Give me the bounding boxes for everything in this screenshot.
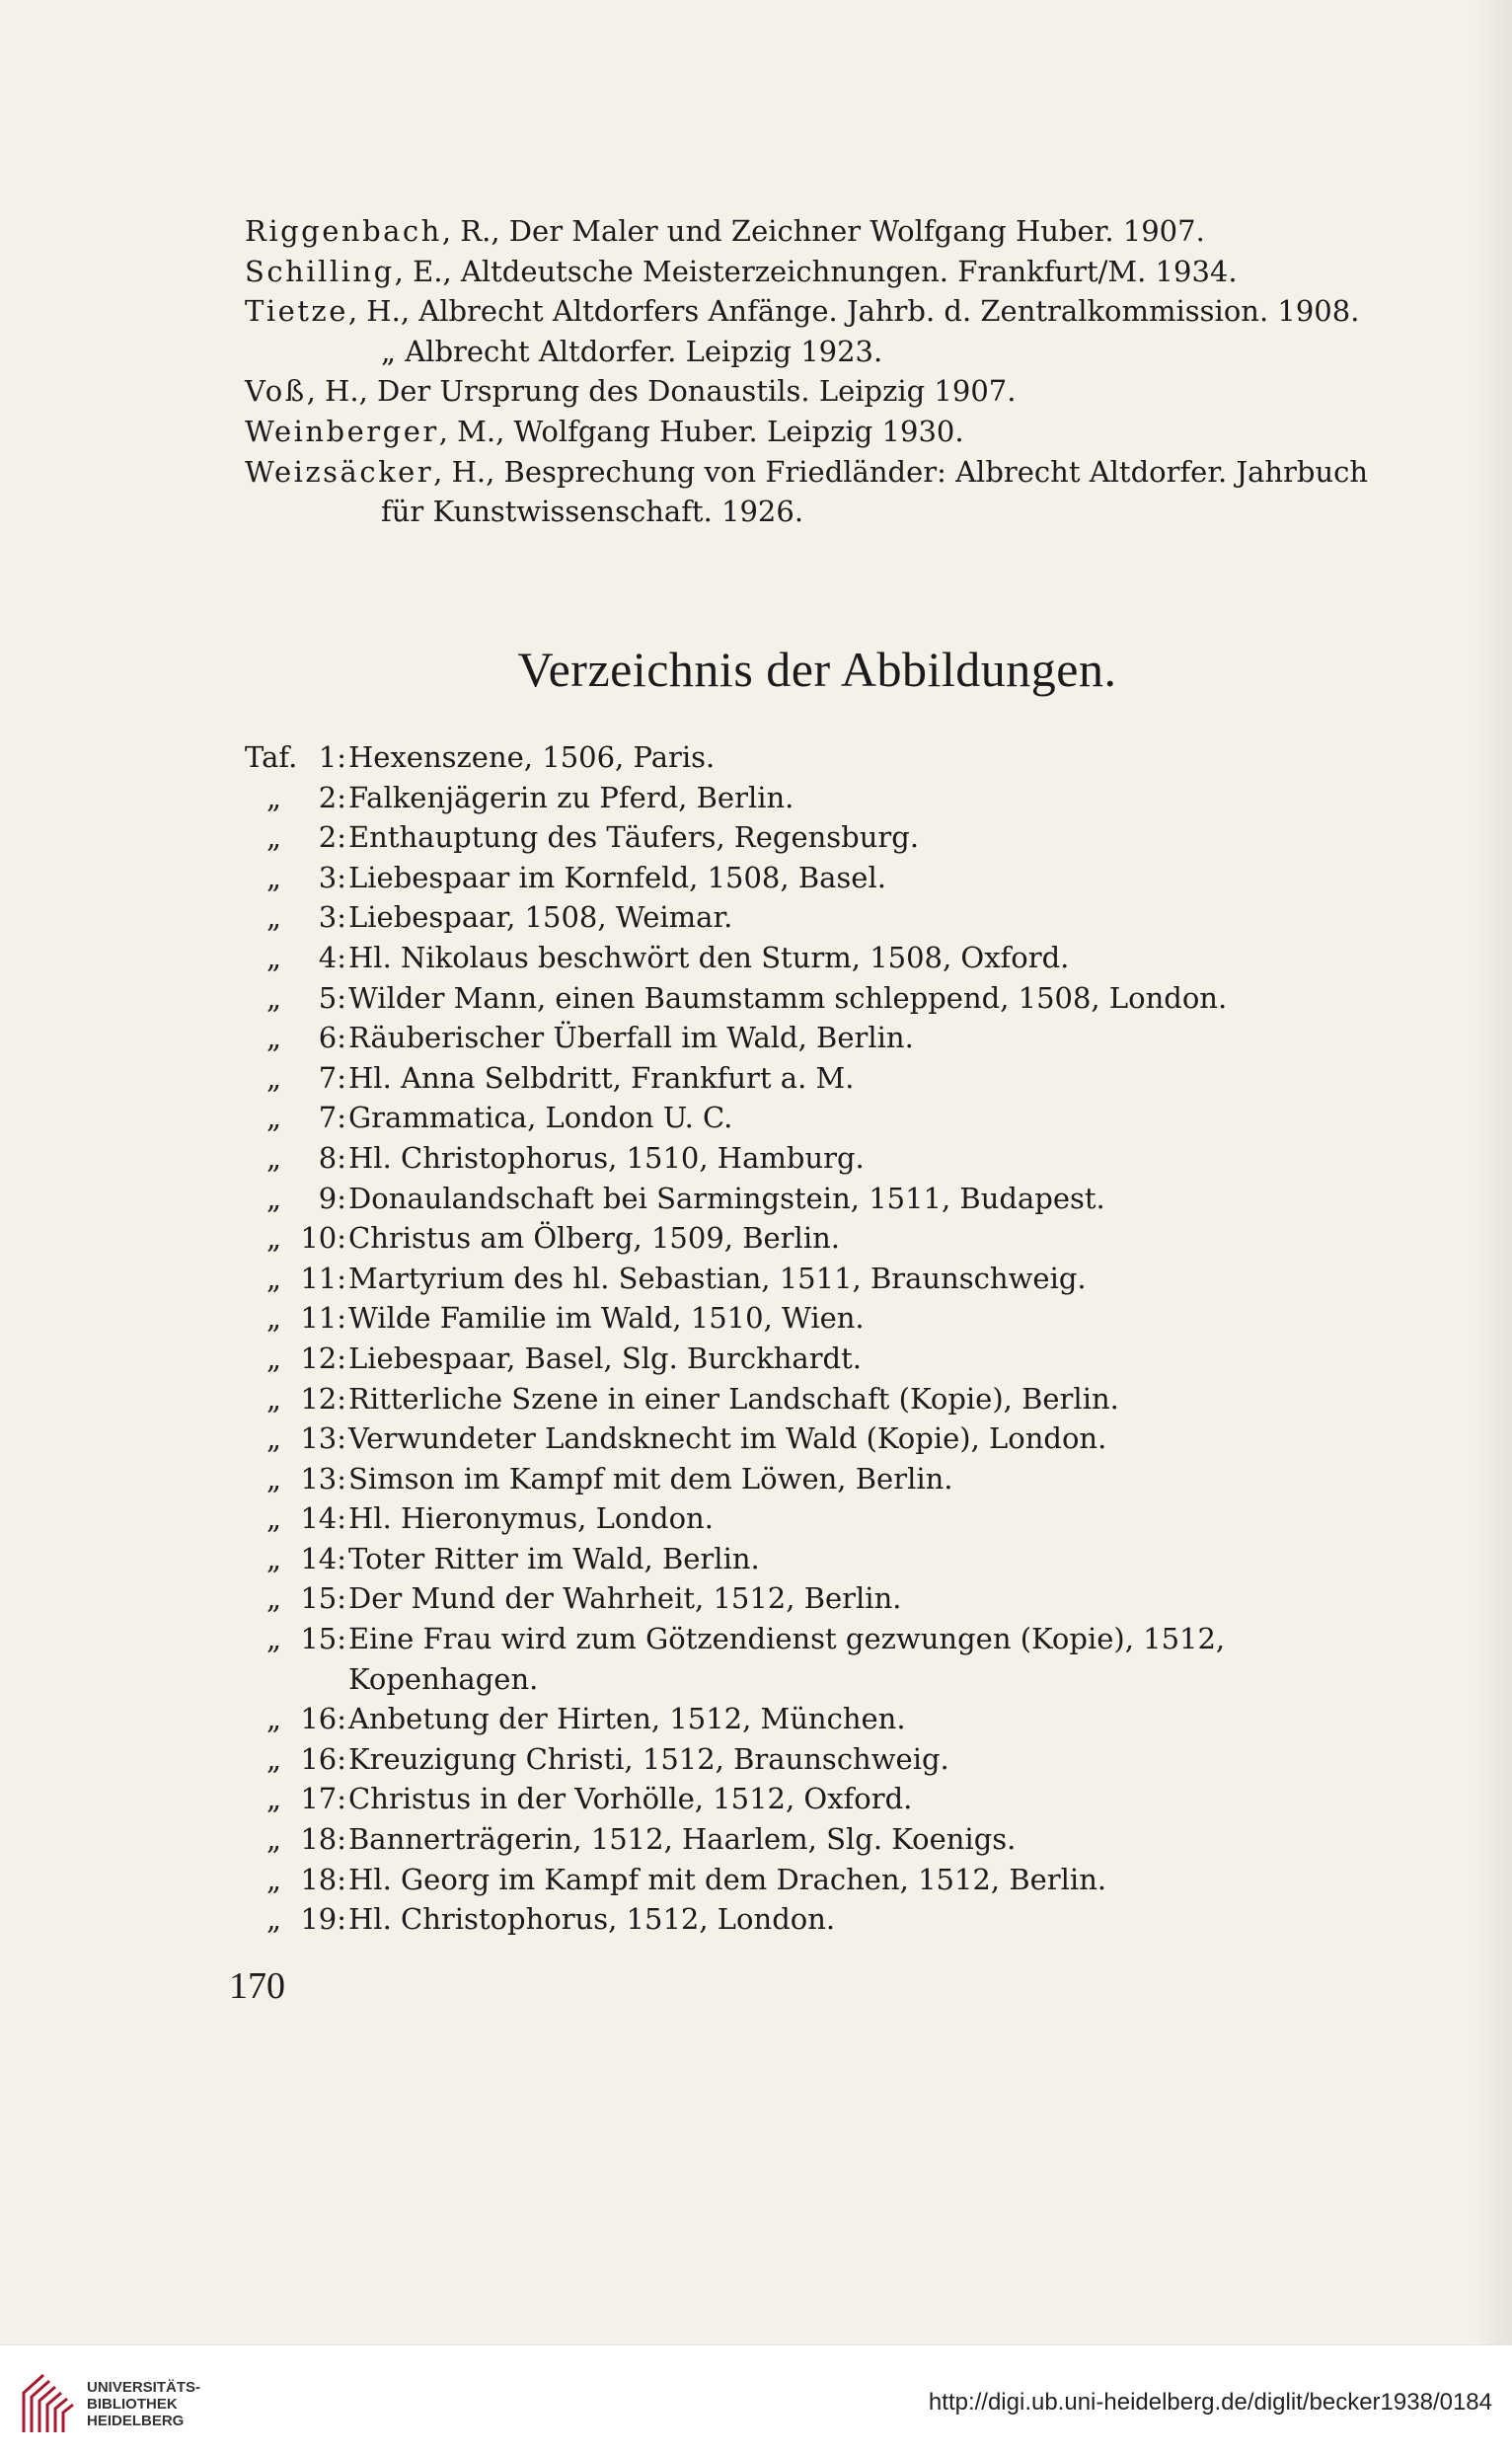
- figure-entry: [245, 1899, 1390, 1940]
- figure-prefix: „: [266, 1181, 282, 1215]
- figure-entry: [245, 1058, 1390, 1099]
- bibliography-author: Tietze: [245, 294, 348, 329]
- figure-list: [245, 737, 1390, 1940]
- figure-entry: [245, 1779, 1390, 1819]
- figure-plate-number: 12:: [300, 1341, 346, 1375]
- figure-plate-label: [245, 1298, 348, 1339]
- figure-plate-number: 17:: [300, 1782, 346, 1816]
- figure-plate-label: [245, 778, 348, 818]
- figure-plate-number: 16:: [300, 1741, 346, 1776]
- figure-entry: [245, 1739, 1390, 1780]
- bibliography-text: , H., Besprechung von Friedländer: Albrecht Altdorfer. Jahrbuch für Kunstwissenschaft. 1926.: [381, 454, 1369, 529]
- figure-plate-label: [245, 1498, 348, 1539]
- figure-entry: [245, 1459, 1390, 1499]
- bibliography-entry: [245, 371, 1390, 412]
- bibliography-text: , E., Altdeutsche Meisterzeichnungen. Frankfurt/M. 1934.: [394, 254, 1238, 288]
- figure-entry: [245, 1699, 1390, 1739]
- figure-plate-number: 7:: [318, 1060, 346, 1095]
- bibliography-entry: [245, 211, 1390, 252]
- figure-plate-number: 15:: [300, 1622, 346, 1656]
- figure-title: Hexenszene, 1506, Paris.: [348, 740, 716, 774]
- figure-prefix: „: [266, 860, 282, 894]
- figure-prefix: „: [266, 1060, 282, 1095]
- figure-title: Liebespaar, 1508, Weimar.: [348, 900, 733, 935]
- figure-plate-label: [245, 1018, 348, 1058]
- bibliography-author: Schilling: [245, 254, 395, 288]
- figure-plate-number: 11:: [300, 1261, 346, 1295]
- bibliography-author: Voß: [245, 374, 307, 409]
- figure-plate-label: [245, 1379, 348, 1419]
- bibliography-entry: [245, 291, 1390, 332]
- figure-plate-label: [245, 1779, 348, 1819]
- figure-prefix: „: [266, 940, 282, 974]
- figure-prefix: „: [266, 980, 282, 1015]
- figure-prefix: „: [266, 1862, 282, 1896]
- library-name-line: BIBLIOTHEK: [87, 2396, 178, 2413]
- figure-title: Toter Ritter im Wald, Berlin.: [348, 1541, 760, 1575]
- figure-plate-number: 18:: [300, 1862, 346, 1896]
- figure-prefix: „: [266, 1741, 282, 1776]
- figure-entry: [245, 737, 1390, 778]
- figure-entry: [245, 1379, 1390, 1419]
- figure-plate-label: [245, 978, 348, 1019]
- figure-plate-number: 5:: [318, 980, 346, 1015]
- figure-plate-label: [245, 1619, 348, 1699]
- figure-entry: [245, 1218, 1390, 1259]
- figure-plate-label: [245, 1899, 348, 1940]
- figure-entry: [245, 1259, 1390, 1299]
- figure-plate-label: [245, 1218, 348, 1259]
- figure-plate-label: [245, 1259, 348, 1299]
- figure-title: Verwundeter Landsknecht im Wald (Kopie), London.: [348, 1421, 1107, 1456]
- figure-plate-label: [245, 1098, 348, 1138]
- figure-plate-label: [245, 858, 348, 898]
- figure-plate-number: 2:: [318, 820, 346, 855]
- figure-prefix: „: [266, 1381, 282, 1416]
- figure-title: Martyrium des hl. Sebastian, 1511, Braunschweig.: [348, 1261, 1087, 1295]
- figure-plate-number: 4:: [318, 940, 346, 974]
- figure-entry: [245, 938, 1390, 978]
- figure-title: Christus in der Vorhölle, 1512, Oxford.: [348, 1782, 913, 1816]
- figure-plate-label: [245, 1578, 348, 1619]
- figure-plate-label: [245, 1419, 348, 1459]
- figure-plate-number: 9:: [318, 1181, 346, 1215]
- figure-prefix: „: [266, 820, 282, 855]
- bibliography-list: [245, 211, 1390, 532]
- figure-plate-number: 18:: [300, 1822, 346, 1857]
- digitization-footer: [0, 2344, 1512, 2454]
- figure-plate-number: 3:: [318, 900, 346, 935]
- figure-plate-number: 12:: [300, 1381, 346, 1416]
- figure-title: Räuberischer Überfall im Wald, Berlin.: [348, 1021, 914, 1055]
- bibliography-author: Riggenbach: [245, 214, 442, 248]
- figure-title: Hl. Christophorus, 1510, Hamburg.: [348, 1140, 865, 1175]
- bibliography-text: , H., Albrecht Altdorfers Anfänge. Jahrb. d. Zentralkommission. 1908.: [347, 294, 1360, 329]
- figure-title: Anbetung der Hirten, 1512, München.: [348, 1702, 906, 1736]
- bibliography-author: Weinberger: [245, 414, 439, 448]
- figure-entry: [245, 1498, 1390, 1539]
- figure-title: Hl. Christophorus, 1512, London.: [348, 1902, 836, 1937]
- ub-heidelberg-logo-icon: [14, 2367, 79, 2438]
- figure-prefix: „: [266, 1140, 282, 1175]
- figure-plate-label: [245, 897, 348, 938]
- bibliography-entry: [245, 452, 1390, 532]
- figure-title: Wilde Familie im Wald, 1510, Wien.: [348, 1301, 865, 1336]
- figure-entry: [245, 1179, 1390, 1219]
- figure-title: Donaulandschaft bei Sarmingstein, 1511, Budapest.: [348, 1181, 1105, 1215]
- figure-entry: [245, 1098, 1390, 1138]
- library-name: [87, 2379, 200, 2429]
- figure-prefix: „: [266, 1702, 282, 1736]
- figure-prefix: „: [266, 1622, 282, 1656]
- figure-prefix: „: [266, 1341, 282, 1375]
- figure-prefix: „: [266, 1301, 282, 1336]
- figure-title: Hl. Nikolaus beschwört den Sturm, 1508, Oxford.: [348, 940, 1070, 974]
- figure-plate-number: 10:: [300, 1221, 346, 1256]
- figure-plate-number: 13:: [300, 1421, 346, 1456]
- figure-plate-number: 3:: [318, 860, 346, 894]
- figure-plate-label: [245, 1819, 348, 1860]
- bibliography-entry-continuation: [245, 332, 1390, 372]
- figure-entry: [245, 1298, 1390, 1339]
- figure-title: Wilder Mann, einen Baumstamm schleppend, 1508, London.: [348, 980, 1228, 1015]
- figure-prefix: „: [266, 1221, 282, 1256]
- figure-entry: [245, 1578, 1390, 1619]
- figure-title: Ritterliche Szene in einer Landschaft (Kopie), Berlin.: [348, 1381, 1119, 1416]
- figure-plate-label: [245, 817, 348, 858]
- figure-title: Hl. Georg im Kampf mit dem Drachen, 1512, Berlin.: [348, 1862, 1107, 1896]
- figure-plate-number: 14:: [300, 1501, 346, 1536]
- page-number: 170: [229, 1965, 285, 2007]
- figure-plate-label: [245, 1138, 348, 1179]
- figure-plate-number: 15:: [300, 1581, 346, 1616]
- figure-plate-number: 19:: [300, 1902, 346, 1937]
- source-url-link[interactable]: http://digi.ub.uni-heidelberg.de/diglit/becker1938/0184: [928, 2389, 1492, 2416]
- figure-entry: [245, 817, 1390, 858]
- figure-prefix: „: [266, 1822, 282, 1857]
- figure-prefix: „: [266, 1421, 282, 1456]
- figure-prefix: „: [266, 1101, 282, 1135]
- figure-plate-label: [245, 1860, 348, 1900]
- figure-prefix: „: [266, 780, 282, 814]
- figure-entry: [245, 1419, 1390, 1459]
- figure-prefix: „: [266, 1461, 282, 1495]
- figure-entry: [245, 1539, 1390, 1579]
- bibliography-text: , H., Der Ursprung des Donaustils. Leipzig 1907.: [306, 374, 1017, 409]
- section-title: Verzeichnis der Abbildungen.: [517, 642, 1117, 697]
- bibliography-text: , M., Wolfgang Huber. Leipzig 1930.: [438, 414, 964, 448]
- figure-plate-label: [245, 938, 348, 978]
- figure-title: Liebespaar, Basel, Slg. Burckhardt.: [348, 1341, 862, 1375]
- figure-plate-label: [245, 1539, 348, 1579]
- figure-title: Eine Frau wird zum Götzendienst gezwungen (Kopie), 1512, Kopenhagen.: [348, 1622, 1226, 1696]
- figure-prefix: „: [266, 1021, 282, 1055]
- figure-plate-number: 7:: [318, 1101, 346, 1135]
- figure-title: Liebespaar im Kornfeld, 1508, Basel.: [348, 860, 886, 894]
- figure-plate-label: [245, 1739, 348, 1780]
- figure-entry: [245, 978, 1390, 1019]
- figure-prefix: „: [266, 1261, 282, 1295]
- figure-entry: [245, 1018, 1390, 1058]
- figure-entry: [245, 1138, 1390, 1179]
- figure-title: Hl. Hieronymus, London.: [348, 1501, 714, 1536]
- bibliography-text: „ Albrecht Altdorfer. Leipzig 1923.: [381, 334, 883, 368]
- figure-plate-number: 13:: [300, 1461, 346, 1495]
- figure-prefix: „: [266, 900, 282, 935]
- library-name-line: UNIVERSITÄTS-: [87, 2379, 201, 2396]
- figure-title: Enthauptung des Täufers, Regensburg.: [348, 820, 920, 855]
- figure-entry: [245, 1339, 1390, 1379]
- figure-prefix: „: [266, 1581, 282, 1616]
- figure-plate-number: 8:: [318, 1140, 346, 1175]
- figure-prefix: „: [266, 1782, 282, 1816]
- figure-prefix: Taf.: [245, 740, 298, 774]
- figure-entry: [245, 778, 1390, 818]
- figure-plate-label: [245, 1459, 348, 1499]
- figure-prefix: „: [266, 1902, 282, 1937]
- figure-plate-label: [245, 1339, 348, 1379]
- figure-entry: [245, 1819, 1390, 1860]
- figure-plate-number: 2:: [318, 780, 346, 814]
- figure-plate-label: [245, 1179, 348, 1219]
- figure-plate-number: 11:: [300, 1301, 346, 1336]
- bibliography-text: , R., Der Maler und Zeichner Wolfgang Huber. 1907.: [441, 214, 1205, 248]
- figure-entry: [245, 1619, 1390, 1699]
- figure-title: Falkenjägerin zu Pferd, Berlin.: [348, 780, 794, 814]
- figure-plate-number: 6:: [318, 1021, 346, 1055]
- figure-prefix: „: [266, 1541, 282, 1575]
- figure-plate-number: 16:: [300, 1702, 346, 1736]
- figure-entry: [245, 858, 1390, 898]
- figure-plate-number: 14:: [300, 1541, 346, 1575]
- bibliography-entry: [245, 252, 1390, 292]
- bibliography-entry: [245, 412, 1390, 452]
- figure-plate-label: [245, 1058, 348, 1099]
- figure-title: Der Mund der Wahrheit, 1512, Berlin.: [348, 1581, 902, 1616]
- figure-title: Simson im Kampf mit dem Löwen, Berlin.: [348, 1461, 953, 1495]
- figure-title: Grammatica, London U. C.: [348, 1101, 733, 1135]
- figure-entry: [245, 897, 1390, 938]
- figure-title: Kreuzigung Christi, 1512, Braunschweig.: [348, 1741, 949, 1776]
- library-name-line: HEIDELBERG: [87, 2413, 185, 2429]
- figure-entry: [245, 1860, 1390, 1900]
- figure-plate-number: 1:: [318, 740, 346, 774]
- bibliography-author: Weizsäcker: [245, 454, 434, 489]
- figure-title: Bannerträgerin, 1512, Haarlem, Slg. Koenigs.: [348, 1822, 1017, 1857]
- figure-title: Christus am Ölberg, 1509, Berlin.: [348, 1221, 840, 1256]
- figure-prefix: „: [266, 1501, 282, 1536]
- figure-plate-label: [245, 737, 348, 778]
- figure-plate-label: [245, 1699, 348, 1739]
- figure-title: Hl. Anna Selbdritt, Frankfurt a. M.: [348, 1060, 855, 1095]
